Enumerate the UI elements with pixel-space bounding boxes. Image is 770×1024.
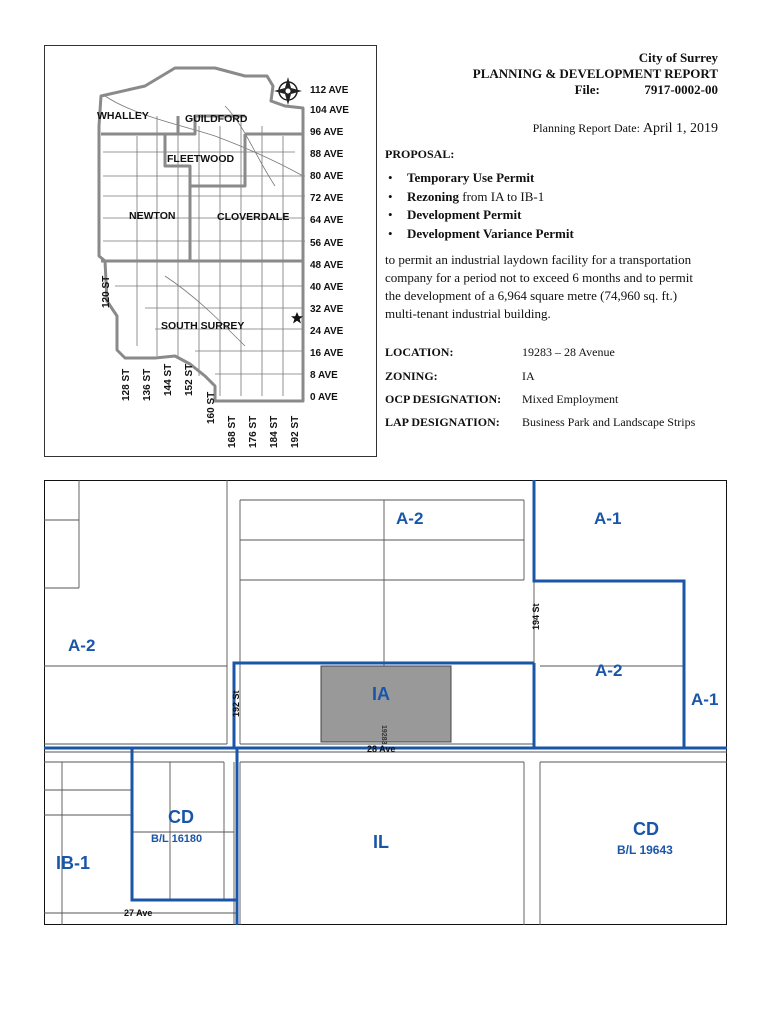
street-label: 168 ST [227, 415, 238, 448]
avenue-label: 8 AVE [310, 370, 338, 381]
zone-bylaw-label: B/L 19643 [617, 843, 673, 857]
avenue-label: 48 AVE [310, 260, 344, 271]
zone-label: A-2 [595, 661, 623, 680]
area-label-south-surrey: SOUTH SURREY [161, 320, 245, 332]
avenue-label: 40 AVE [310, 282, 344, 293]
zone-label: CD [633, 819, 659, 839]
road-label: 28 Ave [367, 744, 396, 754]
zoning-map-drawing [44, 480, 727, 925]
area-label-newton: NEWTON [129, 210, 176, 222]
street-label: 128 ST [121, 368, 132, 401]
file-number: 7917-0002-00 [644, 82, 718, 97]
street-label: 160 ST [206, 391, 217, 424]
report-date-value: April 1, 2019 [642, 121, 718, 136]
list-item: • Development Variance Permit [385, 225, 574, 244]
compass-rose-icon [274, 77, 302, 105]
list-item: • Development Permit [385, 206, 574, 225]
zone-bylaw-label: B/L 16180 [151, 833, 203, 845]
zone-label: A-1 [594, 509, 622, 528]
proposal-description: to permit an industrial laydown facility for a transportation company for a period not to exceed 6 months and to permit the development of a 6,964 square metre (74,960 sq. ft.) multi-tenant industrial building. [385, 252, 693, 321]
proposal-list [385, 169, 574, 243]
file-label: File: [574, 82, 600, 97]
area-label-cloverdale: CLOVERDALE [217, 211, 290, 223]
site-address-label: 19283 [380, 725, 387, 745]
avenue-label: 88 AVE [310, 149, 344, 160]
street-label: 176 ST [248, 415, 259, 448]
area-label-whalley: WHALLEY [97, 110, 149, 122]
list-item: • Rezoning from IA to IB-1 [385, 188, 574, 207]
road-label: 194 St [531, 603, 541, 630]
zone-label: CD [168, 807, 194, 827]
proposal-heading: PROPOSAL: [385, 147, 455, 161]
report-date-label: Planning Report Date: [532, 121, 640, 135]
file-line [473, 82, 718, 98]
zone-label: A-1 [691, 690, 719, 709]
area-label-fleetwood: FLEETWOOD [167, 153, 235, 165]
report-title: PLANNING & DEVELOPMENT REPORT [472, 66, 718, 81]
avenue-label: 16 AVE [310, 348, 344, 359]
avenue-label: 96 AVE [310, 127, 344, 138]
avenue-label: 32 AVE [310, 304, 344, 315]
zoning-map [44, 480, 727, 925]
avenue-label: 24 AVE [310, 326, 344, 337]
zone-label: A-2 [68, 636, 96, 655]
street-label: 152 ST [184, 363, 195, 396]
zone-label: A-2 [396, 509, 424, 528]
zone-label: IB-1 [56, 853, 91, 873]
star-icon [291, 312, 303, 324]
city-name: City of Surrey [638, 50, 718, 65]
key-map-drawing [45, 46, 378, 458]
avenue-label: 104 AVE [310, 105, 349, 116]
road-label: 192 St [231, 690, 241, 717]
street-label: 192 ST [290, 415, 301, 448]
street-label: 120 ST [101, 275, 112, 308]
avenue-label: 56 AVE [310, 238, 344, 249]
report-date [533, 121, 718, 137]
avenue-label: 72 AVE [310, 193, 344, 204]
avenue-label: 64 AVE [310, 215, 344, 226]
area-label-guildford: GUILDFORD [185, 113, 248, 125]
avenue-label: 80 AVE [310, 171, 344, 182]
road-label: 27 Ave [124, 908, 153, 918]
street-label: 136 ST [142, 368, 153, 401]
zone-label: IL [373, 832, 389, 852]
street-label: 184 ST [269, 415, 280, 448]
zone-label-site: IA [372, 684, 390, 704]
list-item: • Temporary Use Permit [385, 169, 574, 188]
report-header [473, 50, 718, 98]
avenue-label: 112 AVE [310, 85, 349, 96]
key-map [44, 45, 377, 457]
avenue-label: 0 AVE [310, 392, 338, 403]
street-label: 144 ST [163, 363, 174, 396]
